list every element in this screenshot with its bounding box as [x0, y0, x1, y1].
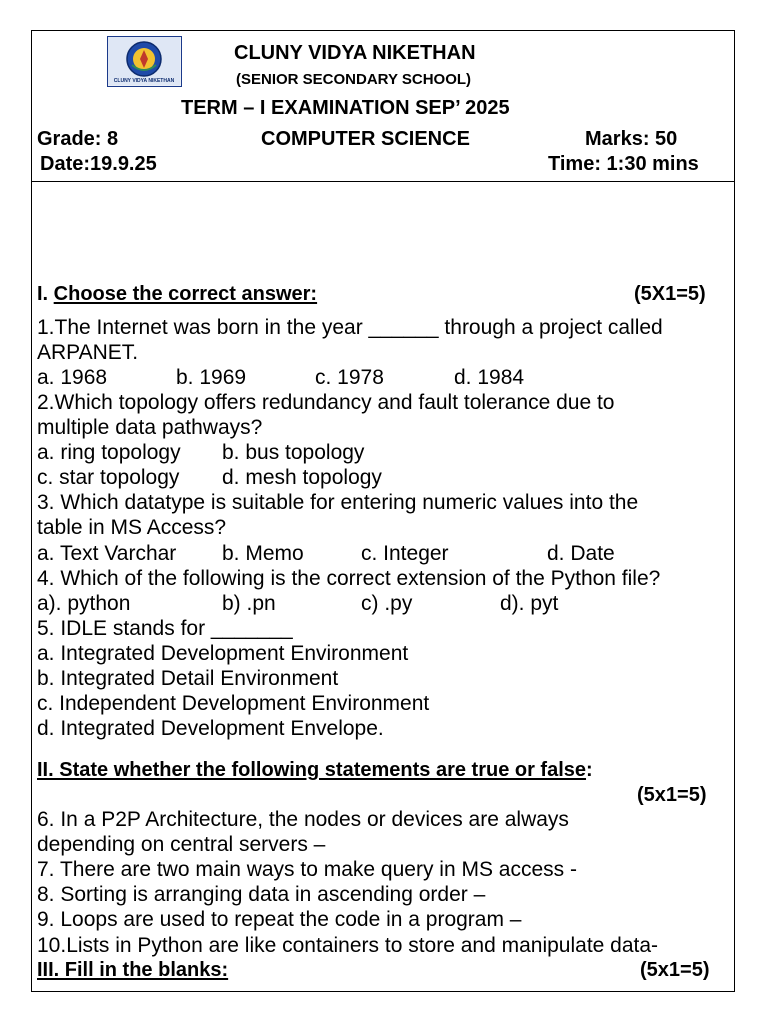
section2-heading: [37, 760, 593, 780]
section2-marks: (5x1=5): [637, 784, 707, 806]
option-d: d. Integrated Development Envelope.: [37, 717, 384, 740]
option-a: a. Integrated Development Environment: [37, 642, 409, 665]
option-b: b. Integrated Detail Environment: [37, 667, 339, 690]
question-line: 3. Which datatype is suitable for entering numeric values into the: [37, 491, 639, 514]
statement-line: 9. Loops are used to repeat the code in a program –: [37, 908, 522, 931]
option-b: b. 1969: [176, 366, 247, 389]
option-c: c. Independent Development Environment: [37, 692, 430, 715]
exam-time: Time: 1:30 mins: [548, 153, 699, 175]
marks: Marks: 50: [585, 128, 678, 150]
question-line: 1.The Internet was born in the year ______ through a project called: [37, 316, 663, 339]
question-line: 2.Which topology offers redundancy and fault tolerance due to: [37, 391, 615, 414]
option-a: a. 1968: [37, 366, 108, 389]
option-a: a. Text Varchar: [37, 542, 177, 565]
option-a: a). python: [37, 592, 131, 615]
option-a: a. ring topology: [37, 441, 181, 464]
exam-title: TERM – I EXAMINATION SEP’ 2025: [181, 97, 510, 119]
question-line: multiple data pathways?: [37, 416, 263, 439]
option-b: b. Memo: [222, 542, 304, 565]
exam-date: Date:19.9.25: [40, 153, 157, 175]
option-c: c. 1978: [315, 366, 384, 389]
section3-title: III. Fill in the blanks:: [37, 959, 229, 981]
subject: COMPUTER SCIENCE: [261, 128, 470, 150]
option-d: d). pyt: [500, 592, 559, 615]
school-crest-icon: [108, 37, 180, 85]
option-b: b) .pn: [222, 592, 276, 615]
statement-line: 8. Sorting is arranging data in ascending order –: [37, 883, 486, 906]
statement-line: 10.Lists in Python are like containers to store and manipulate data-: [37, 934, 659, 957]
section2-title: II. State whether the following statements are true or false: [37, 759, 587, 781]
grade: Grade: 8: [37, 128, 119, 150]
header-divider: [31, 181, 735, 182]
section1-heading: [37, 284, 317, 304]
option-c: c) .py: [361, 592, 413, 615]
section1-title: Choose the correct answer:: [53, 283, 318, 305]
option-d: d. 1984: [454, 366, 525, 389]
section1-marks: (5X1=5): [634, 283, 706, 305]
question-line: table in MS Access?: [37, 516, 227, 539]
logo-text: CLUNY VIDYA NIKETHAN: [113, 78, 175, 84]
statement-line: depending on central servers –: [37, 833, 326, 856]
statement-line: 6. In a P2P Architecture, the nodes or devices are always: [37, 808, 569, 831]
section1-prefix: I.: [37, 283, 54, 305]
school-name: CLUNY VIDYA NIKETHAN: [234, 42, 476, 64]
question-line: ARPANET.: [37, 341, 139, 364]
school-type: (SENIOR SECONDARY SCHOOL): [236, 71, 472, 88]
option-b: b. bus topology: [222, 441, 365, 464]
option-c: c. star topology: [37, 466, 180, 489]
option-d: d. mesh topology: [222, 466, 382, 489]
statement-line: 7. There are two main ways to make query in MS access -: [37, 858, 577, 881]
school-logo: [107, 36, 182, 87]
option-c: c. Integer: [361, 542, 449, 565]
question-line: 4. Which of the following is the correct extension of the Python file?: [37, 567, 661, 590]
section2-colon: :: [586, 759, 593, 781]
option-d: d. Date: [547, 542, 615, 565]
question-line: 5. IDLE stands for _______: [37, 617, 293, 640]
section3-marks: (5x1=5): [640, 959, 710, 981]
